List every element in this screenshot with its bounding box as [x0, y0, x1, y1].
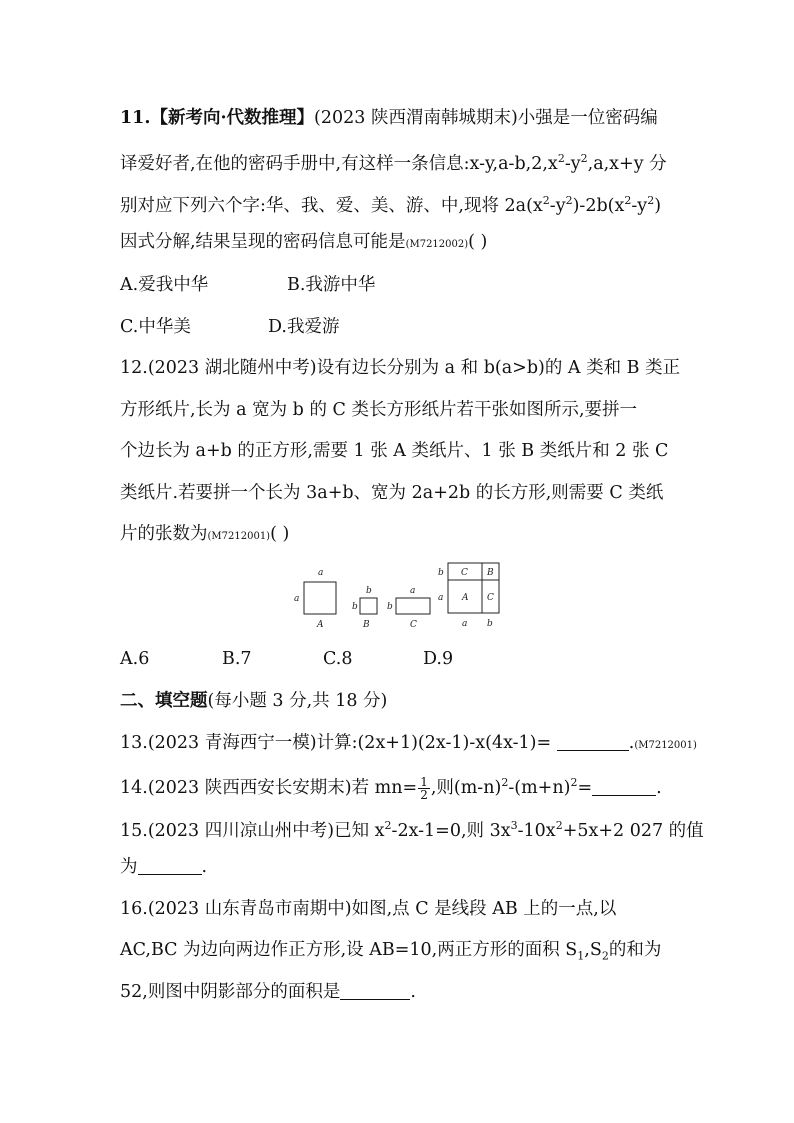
superscript: 2	[647, 194, 655, 207]
q16-line-3	[120, 980, 416, 1004]
q15-line-1	[120, 814, 704, 843]
q16-period: .	[410, 982, 416, 1002]
q12-option-d: D.9	[423, 649, 454, 669]
shape-c-name: C	[410, 620, 417, 630]
superscript: 2	[624, 194, 632, 207]
q11-text-3c: )-2b(x	[572, 195, 625, 216]
q11-option-c: C.中华美	[120, 317, 191, 337]
q15-text-b: -2x-1=0,则 3x	[391, 820, 511, 841]
shape-c-top-label: a	[410, 586, 416, 596]
superscript: 3	[510, 819, 518, 832]
q15-answer-blank[interactable]	[138, 856, 202, 875]
shape-a-side-label: a	[294, 594, 300, 604]
q11-text-1: (2023 陕西渭南韩城期末)小强是一位密码编	[314, 108, 658, 128]
q11-option-a: A.爱我中华	[120, 275, 209, 295]
superscript: 2	[580, 152, 588, 165]
q12-line-1: 12.(2023 湖北随州中考)设有边长分别为 a 和 b(a>b)的 A 类和 B 类正	[120, 358, 681, 378]
shape-a-name: A	[317, 620, 324, 630]
q11-text-2b: -y	[564, 153, 581, 174]
superscript: 2	[542, 194, 550, 207]
q16-line-2	[120, 938, 661, 969]
q14-equals: =	[577, 777, 593, 798]
shape-a-square	[304, 582, 336, 614]
q12-option-a: A.6	[120, 649, 150, 669]
q11-text-3d: -y	[631, 195, 648, 216]
shape-c-side-label: b	[387, 602, 393, 612]
q12-line-5	[120, 522, 289, 549]
q11-line-2	[120, 147, 667, 176]
q14-fraction	[418, 776, 430, 801]
composite-c-side: C	[487, 593, 494, 603]
q12-text-5: 片的张数为	[120, 524, 208, 544]
q11-option-b: B.我游中华	[287, 275, 376, 295]
q11-answer-paren: ( )	[468, 232, 488, 252]
q11-tag: 【新考向·代数推理】	[150, 108, 315, 128]
q16-answer-blank[interactable]	[340, 981, 410, 1000]
composite-left-b: b	[438, 568, 444, 578]
q16-text-2b: ,S	[584, 940, 602, 960]
q14-answer-blank[interactable]	[592, 777, 656, 796]
q12-answer-paren: ( )	[270, 524, 290, 544]
composite-left-a: a	[438, 593, 444, 603]
q11-line-4	[120, 230, 487, 257]
q14-text: 14.(2023 陕西西安长安期末)若 mn=	[120, 777, 418, 798]
q12-option-b: B.7	[222, 649, 252, 669]
q11-number: 11.	[120, 108, 151, 128]
section-2-title: 二、填空题	[120, 691, 208, 711]
q15-text-a: 15.(2023 四川凉山州中考)已知 x	[120, 820, 385, 841]
composite-bottom-b: b	[487, 619, 493, 629]
q11-text-2: 译爱好者,在他的密码手册中,有这样一条信息:x-y,a-b,2,x	[120, 153, 558, 174]
composite-a: A	[462, 593, 469, 603]
composite-c-top: C	[461, 568, 468, 578]
q12-line-4: 类纸片.若要拼一个长为 3a+b、宽为 2a+2b 的长方形,则需要 C 类纸	[120, 483, 664, 503]
q14-period: .	[656, 777, 662, 798]
q12-line-2: 方形纸片,长为 a 宽为 b 的 C 类长方形纸片若干张如图所示,要拼一	[120, 400, 638, 420]
q14-text-mid2: -(m+n)	[508, 777, 571, 798]
superscript: 2	[557, 152, 565, 165]
q11-line-1	[120, 106, 658, 130]
superscript: 2	[570, 776, 578, 789]
q15-text-c: -10x	[517, 820, 556, 841]
q16-line-1: 16.(2023 山东青岛市南期中)如图,点 C 是线段 AB 上的一点,以	[120, 899, 617, 919]
shape-b-side-label: b	[352, 602, 358, 612]
q11-line-3	[120, 189, 661, 218]
q12-option-c: C.8	[323, 649, 353, 669]
q11-text-3b: -y	[549, 195, 566, 216]
superscript: 2	[565, 194, 573, 207]
q12-code: (M7212001)	[207, 531, 271, 542]
q11-text-3e: )	[654, 195, 662, 216]
fraction-denominator: 2	[420, 787, 428, 802]
superscript: 2	[555, 819, 563, 832]
shape-b-top-label: b	[366, 586, 372, 596]
composite-bottom-a: a	[462, 619, 468, 629]
q11-code: (M7212002)	[405, 239, 469, 250]
q16-text-2c: 的和为	[608, 940, 662, 960]
subscript: 1	[577, 949, 585, 963]
q16-text-3: 52,则图中阴影部分的面积是	[120, 982, 341, 1002]
section-2-heading	[120, 689, 387, 713]
q13-text: 13.(2023 青海西宁一模)计算:(2x+1)(2x-1)-x(4x-1)=	[120, 733, 557, 753]
q11-option-d: D.我爱游	[268, 317, 340, 337]
q13-answer-blank[interactable]	[557, 732, 629, 751]
shape-c-rect	[396, 598, 430, 614]
composite-b: B	[487, 568, 494, 578]
section-2-note: (每小题 3 分,共 18 分)	[207, 691, 388, 711]
superscript: 2	[384, 819, 392, 832]
q15-text-2: 为	[120, 857, 138, 877]
shape-b-name: B	[363, 620, 370, 630]
subscript: 2	[601, 949, 609, 963]
q12-line-3: 个边长为 a+b 的正方形,需要 1 张 A 类纸片、1 张 B 类纸片和 2 张 C	[120, 441, 669, 461]
q13-period: .	[628, 733, 635, 753]
q14-line	[120, 771, 662, 801]
fraction-numerator: 1	[420, 774, 428, 789]
shape-a-top-label: a	[318, 568, 324, 578]
q14-text-mid: ,则(m-n)	[430, 777, 502, 798]
q11-text-3a: 别对应下列六个字:华、我、爱、美、游、中,现将 2a(x	[120, 195, 543, 216]
q16-text-2a: AC,BC 为边向两边作正方形,设 AB=10,两正方形的面积 S	[120, 940, 578, 960]
q13-code: (M7212001)	[634, 740, 697, 751]
q15-text-d: +5x+2 027 的值	[562, 820, 704, 841]
shape-b-square	[360, 598, 377, 614]
q15-period: .	[201, 857, 208, 877]
superscript: 2	[501, 776, 509, 789]
q12-figure	[286, 560, 508, 632]
q13-line	[120, 731, 697, 758]
q15-line-2	[120, 855, 207, 879]
q11-text-4: 因式分解,结果呈现的密码信息可能是	[120, 232, 406, 252]
q11-text-2c: ,a,x+y 分	[587, 153, 667, 174]
